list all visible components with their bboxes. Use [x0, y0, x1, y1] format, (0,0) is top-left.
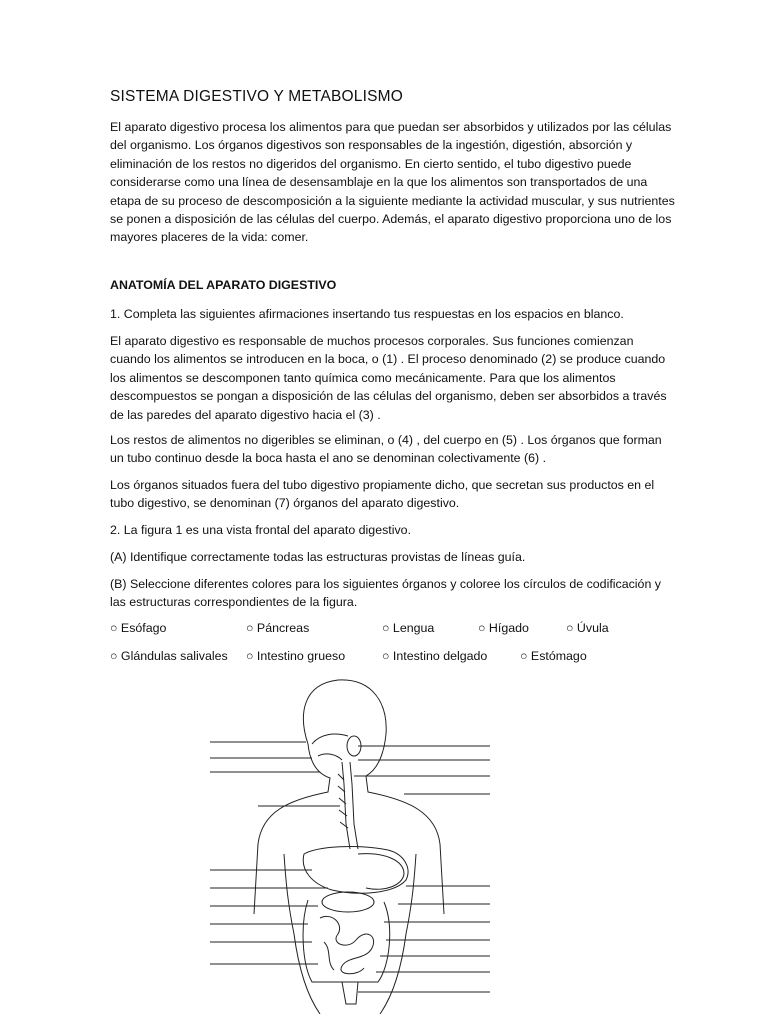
option-intestino-grueso[interactable]: ○ Intestino grueso	[246, 649, 346, 663]
question-2b: (B) Seleccione diferentes colores para los siguientes órganos y coloree los círculos de codificación y las estructuras correspondientes de la figura.	[110, 577, 661, 610]
paragraph-accessory-organs: Los órganos situados fuera del tubo digestivo propiamente dicho, que secretan sus productos en el tubo digestivo, se denominan (7) órganos del aparato digestivo.	[110, 478, 655, 511]
option-intestino-delgado[interactable]: ○ Intestino delgado	[382, 649, 488, 663]
options-row-2	[110, 649, 676, 667]
option-uvula[interactable]: ○ Úvula	[566, 621, 609, 635]
question-2: 2. La figura 1 es una vista frontal del aparato digestivo.	[110, 523, 412, 537]
option-esofago[interactable]: ○ Esófago	[110, 621, 167, 635]
option-lengua[interactable]: ○ Lengua	[382, 621, 435, 635]
options-row-1	[110, 621, 676, 639]
option-pancreas[interactable]: ○ Páncreas	[246, 621, 310, 635]
question-1: 1. Completa las siguientes afirmaciones insertando tus respuestas en los espacios en blanco.	[110, 307, 624, 321]
section-heading: ANATOMÍA DEL APARATO DIGESTIVO	[110, 278, 337, 292]
paragraph-functions: El aparato digestivo es responsable de muchos procesos corporales. Sus funciones comienzan cuando los alimentos se introducen en la boca, o (1) . El proceso denominado (2) se produce cuando los alimentos se descomponen tanto química como mecánicamente. Para que los alimentos descompuestos se pongan a disposición de las células del organismo, deben ser absorbidos a través de las paredes del aparato digestivo hacia el (3) .	[110, 334, 667, 422]
option-glandulas-salivales[interactable]: ○ Glándulas salivales	[110, 649, 228, 663]
digestive-system-illustration	[208, 674, 492, 1014]
intro-paragraph: El aparato digestivo procesa los alimentos para que puedan ser absorbidos y utilizados por las células del organismo. Los órganos digestivos son responsables de la ingestión, digestión, absorción y eliminación de los restos no digeridos del organismo. En cierto sentido, el tubo digestivo puede considerarse como una línea de desensamblaje en la que los alimentos son transportados de una etapa de su proceso de descomposición a la siguiente mediante la actividad muscular, y sus nutrientes se ponen a disposición de las células del cuerpo. Además, el aparato digestivo proporciona uno de los mayores placeres de la vida: comer.	[110, 120, 675, 245]
paragraph-elimination: Los restos de alimentos no digeribles se eliminan, o (4) , del cuerpo en (5) . Los órganos que forman un tubo continuo desde la boca hasta el ano se denominan colectivamente (6) .	[110, 433, 662, 466]
document-title: SISTEMA DIGESTIVO Y METABOLISMO	[110, 88, 404, 105]
question-2a: (A) Identifique correctamente todas las estructuras provistas de líneas guía.	[110, 550, 526, 564]
option-higado[interactable]: ○ Hígado	[478, 621, 529, 635]
digestive-system-figure	[208, 674, 492, 1014]
option-estomago[interactable]: ○ Estómago	[520, 649, 587, 663]
